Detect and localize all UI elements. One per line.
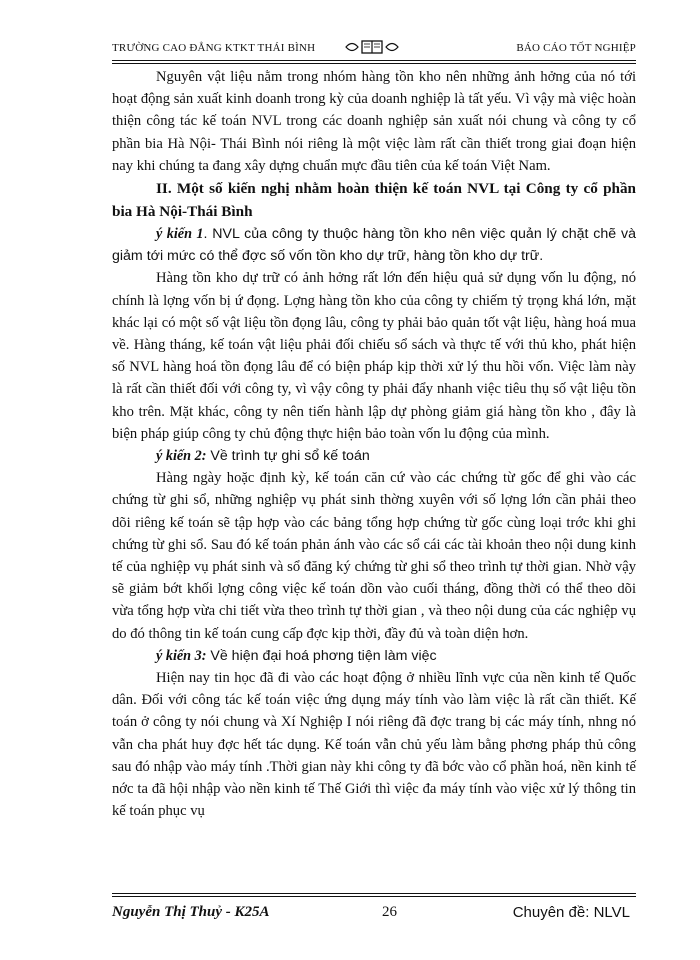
page-footer xyxy=(112,900,636,924)
opinion-1-text: . NVL của công ty thuộc hàng tồn kho nên việc quản lý chặt chẽ và giảm tới mức có thể đợc số vốn tồn kho dự trữ, hàng tồn kho dự trữ. xyxy=(112,226,636,265)
header-report-title: BÁO CÁO TỐT NGHIỆP xyxy=(516,42,636,54)
paragraph-bookkeeping: Hàng ngày hoặc định kỳ, kế toán căn cứ vào các chứng từ gốc để ghi vào các chứng từ ghi sổ, những nghiệp vụ phát sinh thờng xuyên với số lợng lớn cần phải theo dõi riêng kế toán sẽ tập hợp vào các bảng tổng hợp chứng từ gốc cùng loại trớc khi ghi chứng từ ghi sổ. Sau đó kế toán phản ánh vào các sổ cái các tài khoản theo nội dung kinh tế của nghiệp vụ phát sinh và sổ đăng ký chứng từ ghi sổ theo trình tự thời gian. Nhờ vậy sẽ giảm bớt khối lợng công việc kế toán dồn vào cuối tháng, đồng thời có thể theo dõi vừa tổng hợp vừa chi tiết vừa theo trình tự thời gian , và theo nội dung của các nghiệp vụ do đó thông tin kế toán cung cấp đợc kịp thời, đầy đủ và toàn diện hơn. xyxy=(112,470,636,642)
opinion-3-text: Về hiện đại hoá phơng tiện làm việc xyxy=(206,647,437,664)
document-body xyxy=(112,66,636,823)
opinion-2 xyxy=(112,445,636,467)
paragraph-intro: Nguyên vật liệu nằm trong nhóm hàng tồn kho nên những ảnh hởng của nó tới hoạt động sản xuất kinh doanh trong kỳ của doanh nghiệp là tất yếu. Vì vậy mà việc hoàn thiện công tác kế toán NVL trong các doanh nghiệp sản xuất nói chung và công ty cổ phần bia Hà Nội- Thái Bình nói riêng là một việc làm rất cần thiết trong giai đoạn hiện nay khi chúng ta đang xây dựng chuẩn mực đầu tiên của kế toán Việt Nam. xyxy=(112,69,636,174)
paragraph-inventory: Hàng tồn kho dự trữ có ảnh hởng rất lớn đến hiệu quả sử dụng vốn lu động, nó chính là lợng vốn bị ứ đọng. Lợng hàng tồn kho của công ty chiếm tỷ trọng khá lớn, mặt khác lại có một số vật liệu tồn đọng lâu, công ty phải bảo quản tốt vật liệu, hàng hoá mua về. Hàng tháng, kế toán vật liệu phải đối chiếu sổ sách và thực tế với thủ kho, phát hiện số NVL hàng hoá tồn đọng lâu để có biện pháp kịp thời xử lý thu hồi vốn. Việc làm này là rất cần thiết đối với công ty, vì vậy công ty phải đẩy nhanh việc tiêu thụ số vật liệu tồn kho trên. Mặt khác, công ty nên tiến hành lập dự phòng giảm giá hàng tồn kho , đây là biện pháp giúp công ty chủ động thực hiện bảo toàn vốn lu động của mình. xyxy=(112,270,636,442)
footer-divider xyxy=(112,893,636,894)
opinion-3-label: ý kiến 3: xyxy=(156,647,207,664)
opinion-2-label: ý kiến 2: xyxy=(156,448,207,465)
section-heading: II. Một số kiến nghị nhằm hoàn thiện kế toán NVL tại Công ty cổ phần bia Hà Nội-Thái Bình xyxy=(112,180,636,221)
opinion-1 xyxy=(112,223,636,267)
footer-author: Nguyễn Thị Thuỷ - K25A xyxy=(112,904,270,920)
page-number: 26 xyxy=(382,904,397,920)
book-ornament-icon xyxy=(342,38,402,56)
opinion-3 xyxy=(112,645,636,667)
paragraph-computerization: Hiện nay tin học đã đi vào các hoạt động ở nhiều lĩnh vực của nền kinh tế Quốc dân. Đối với công tác kế toán việc ứng dụng máy tính vào làm việc là rất cần thiết. Kế toán ở công ty nói chung và Xí Nghiệp I nói riêng đã đợc trang bị các máy tính, nhng nó vẫn cha phát huy đợc hết tác dụng. Kế toán vẫn chủ yếu làm bằng phơng pháp thủ công sau đó nhập vào máy tính .Thời gian này khi công ty đã bớc vào cổ phần hoá, nền kinh tế nớc ta đã hội nhập vào nền kinh tế Thế Giới thì việc đa máy tính vào việc xử lý thông tin kế toán phục vụ xyxy=(112,670,636,820)
opinion-2-text: Về trình tự ghi sổ kế toán xyxy=(206,448,370,465)
header-divider xyxy=(112,60,636,61)
opinion-1-label: ý kiến 1 xyxy=(156,226,204,243)
page-header xyxy=(112,38,636,60)
header-school: TRƯỜNG CAO ĐẲNG KTKT THÁI BÌNH xyxy=(112,42,316,54)
footer-topic: Chuyên đề: NLVL xyxy=(512,904,630,921)
